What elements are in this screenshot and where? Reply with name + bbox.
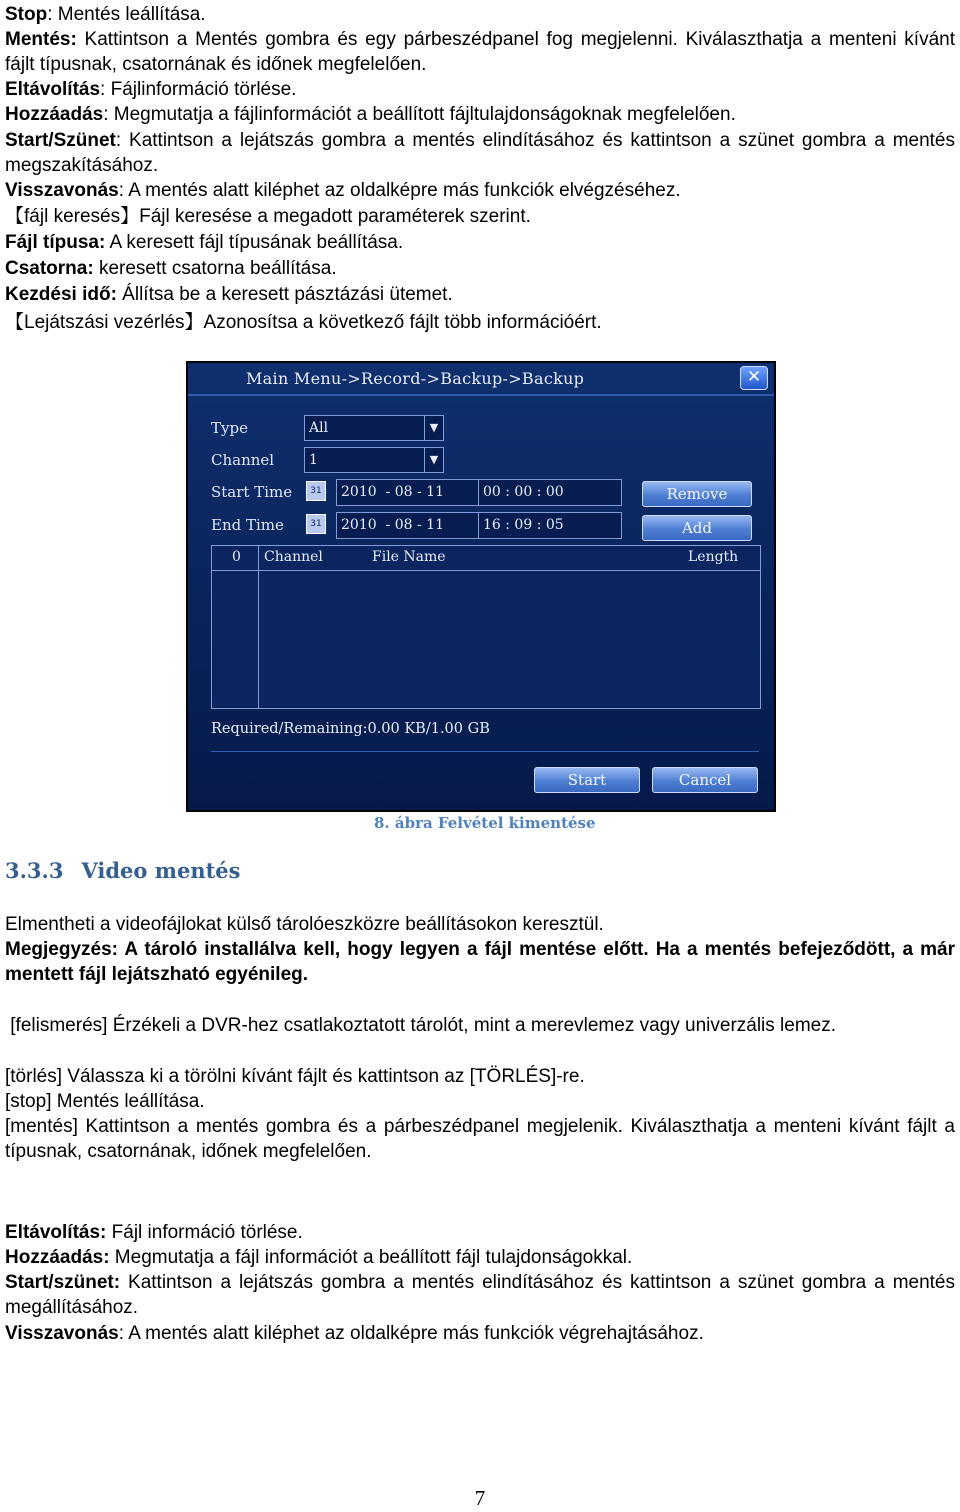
term: Stop	[5, 4, 48, 25]
calendar-icon[interactable]: 31	[306, 514, 326, 534]
remove-button[interactable]: Remove	[642, 481, 752, 507]
para-fajl-kereses	[5, 204, 955, 229]
para-mentes	[5, 27, 955, 77]
para-visszavonas	[5, 178, 955, 203]
text: Kattintson a lejátszás gombra a mentés elindításához és kattintson a szünet gombra a mentés megállításához.	[5, 1272, 955, 1318]
term: 【Lejátszási vezérlés】	[5, 312, 204, 333]
term: Visszavonás	[5, 1323, 119, 1344]
term: Eltávolítás	[5, 79, 101, 100]
dialog-title: Main Menu->Record->Backup->Backup	[246, 369, 585, 388]
para-fajl-tipusa	[5, 230, 955, 255]
required-remaining: Required/Remaining:0.00 KB/1.00 GB	[211, 721, 490, 737]
title-divider	[188, 394, 774, 396]
text: : A tároló installálva kell, hogy legyen a fájl mentése előtt. Ha a mentés befejeződött, a már mentett fájl lejátszható egyénileg.	[5, 939, 955, 985]
term: Visszavonás	[5, 180, 119, 201]
text: Fájl keresése a megadott paraméterek szerint.	[139, 206, 531, 227]
para-felismeres: [felismerés] Érzékeli a DVR-hez csatlakoztatott tárolót, mint a merevlemez vagy univerzális lemez.	[5, 1015, 837, 1036]
column-divider	[258, 546, 259, 708]
add-button[interactable]: Add	[642, 515, 752, 541]
text: Állítsa be a keresett pásztázási ütemet.	[116, 284, 453, 305]
para-eltavolitas	[5, 77, 955, 102]
figure-caption: 8. ábra Felvétel kimentése	[374, 814, 596, 832]
start-time-field[interactable]: 00 : 00 : 00	[478, 479, 622, 506]
text: : Mentés leállítása.	[47, 4, 206, 25]
para-stop-2: [stop] Mentés leállítása.	[5, 1091, 205, 1112]
term: 【fájl keresés】	[5, 206, 140, 227]
col-file-name: File Name	[372, 549, 446, 565]
para-visszavonas-2	[5, 1321, 955, 1346]
text: : Megmutatja a fájlinformációt a beállított fájltulajdonságoknak megfelelően.	[103, 104, 736, 125]
channel-select[interactable]	[304, 447, 444, 473]
para-csatorna	[5, 256, 955, 281]
section-title: Video mentés	[81, 858, 241, 883]
chevron-down-icon[interactable]: ▼	[424, 416, 443, 440]
text: Megmutatja a fájl információt a beállított fájl tulajdonságokkal.	[109, 1247, 633, 1268]
start-date-field[interactable]: 2010 - 08 - 11	[336, 479, 480, 506]
file-list[interactable]	[211, 545, 761, 709]
footer-divider	[211, 751, 759, 752]
type-value: All	[309, 420, 329, 436]
para-mentes-2: [mentés] Kattintson a mentés gombra és a párbeszédpanel megjelenik. Kiválaszthatja a menteni kívánt fájlt a típusnak, csatornának, időnek megfelelően.	[5, 1116, 955, 1162]
section-heading	[5, 858, 240, 883]
channel-label: Channel	[211, 451, 275, 469]
para-intro: Elmentheti a videofájlokat külső tárolóeszközre beállításokon keresztül.	[5, 914, 604, 935]
para-hozzaadas	[5, 102, 955, 127]
type-select[interactable]	[304, 415, 444, 441]
backup-dialog	[186, 361, 776, 812]
channel-value: 1	[309, 452, 318, 468]
para-note	[5, 937, 955, 987]
type-label: Type	[211, 419, 248, 437]
term: Mentés:	[5, 29, 77, 50]
text: : A mentés alatt kiléphet az oldalképre más funkciók végrehajtásához.	[118, 1323, 704, 1344]
page-number: 7	[474, 1486, 486, 1510]
term: Csatorna:	[5, 258, 94, 279]
para-torles: [törlés] Válassza ki a törölni kívánt fájlt és kattintson az [TÖRLÉS]-re.	[5, 1066, 585, 1087]
term: Hozzáadás:	[5, 1247, 110, 1268]
text: Kattintson a Mentés gombra és egy párbeszédpanel fog megjelenni. Kiválaszthatja a menteni kívánt fájlt típusnak, csatornának és időnek megfelelően.	[5, 29, 955, 75]
para-hozzaadas-2	[5, 1245, 955, 1270]
chevron-down-icon[interactable]: ▼	[424, 448, 443, 472]
cancel-button[interactable]: Cancel	[652, 767, 758, 793]
para-start-szunet-2	[5, 1270, 955, 1320]
term: Hozzáadás	[5, 104, 104, 125]
term: Start/szünet:	[5, 1272, 121, 1293]
text: : Kattintson a lejátszás gombra a mentés elindításához és kattintson a szünet gombra a mentés megszakításához.	[5, 130, 955, 176]
text: : Fájlinformáció törlése.	[100, 79, 297, 100]
calendar-icon[interactable]: 31	[306, 481, 326, 501]
term: Kezdési idő:	[5, 284, 117, 305]
para-eltavolitas-2	[5, 1220, 955, 1245]
para-kezdesi-ido	[5, 282, 955, 307]
text: Fájl információ törlése.	[106, 1222, 303, 1243]
col-index: 0	[232, 549, 241, 565]
term: Eltávolítás:	[5, 1222, 107, 1243]
para-start-szunet	[5, 128, 955, 178]
term: Fájl típusa:	[5, 232, 106, 253]
close-icon[interactable]: ✕	[740, 366, 768, 390]
col-length: Length	[688, 549, 739, 565]
end-date-field[interactable]: 2010 - 08 - 11	[336, 512, 480, 539]
term: Start/Szünet	[5, 130, 116, 151]
col-channel: Channel	[264, 549, 323, 565]
start-button[interactable]: Start	[534, 767, 640, 793]
para-lejatszasi-vezerles	[5, 310, 955, 335]
end-time-label: End Time	[211, 516, 284, 534]
text: : A mentés alatt kiléphet az oldalképre más funkciók elvégzéséhez.	[118, 180, 681, 201]
term: Megjegyzés	[5, 939, 112, 960]
text: Azonosítsa a következő fájlt több információért.	[203, 312, 602, 333]
section-number: 3.3.3	[5, 858, 64, 883]
start-time-label: Start Time	[211, 483, 293, 501]
end-time-field[interactable]: 16 : 09 : 05	[478, 512, 622, 539]
list-header	[212, 546, 760, 571]
text: keresett csatorna beállítása.	[93, 258, 337, 279]
text: A keresett fájl típusának beállítása.	[105, 232, 404, 253]
para-stop	[5, 2, 955, 27]
